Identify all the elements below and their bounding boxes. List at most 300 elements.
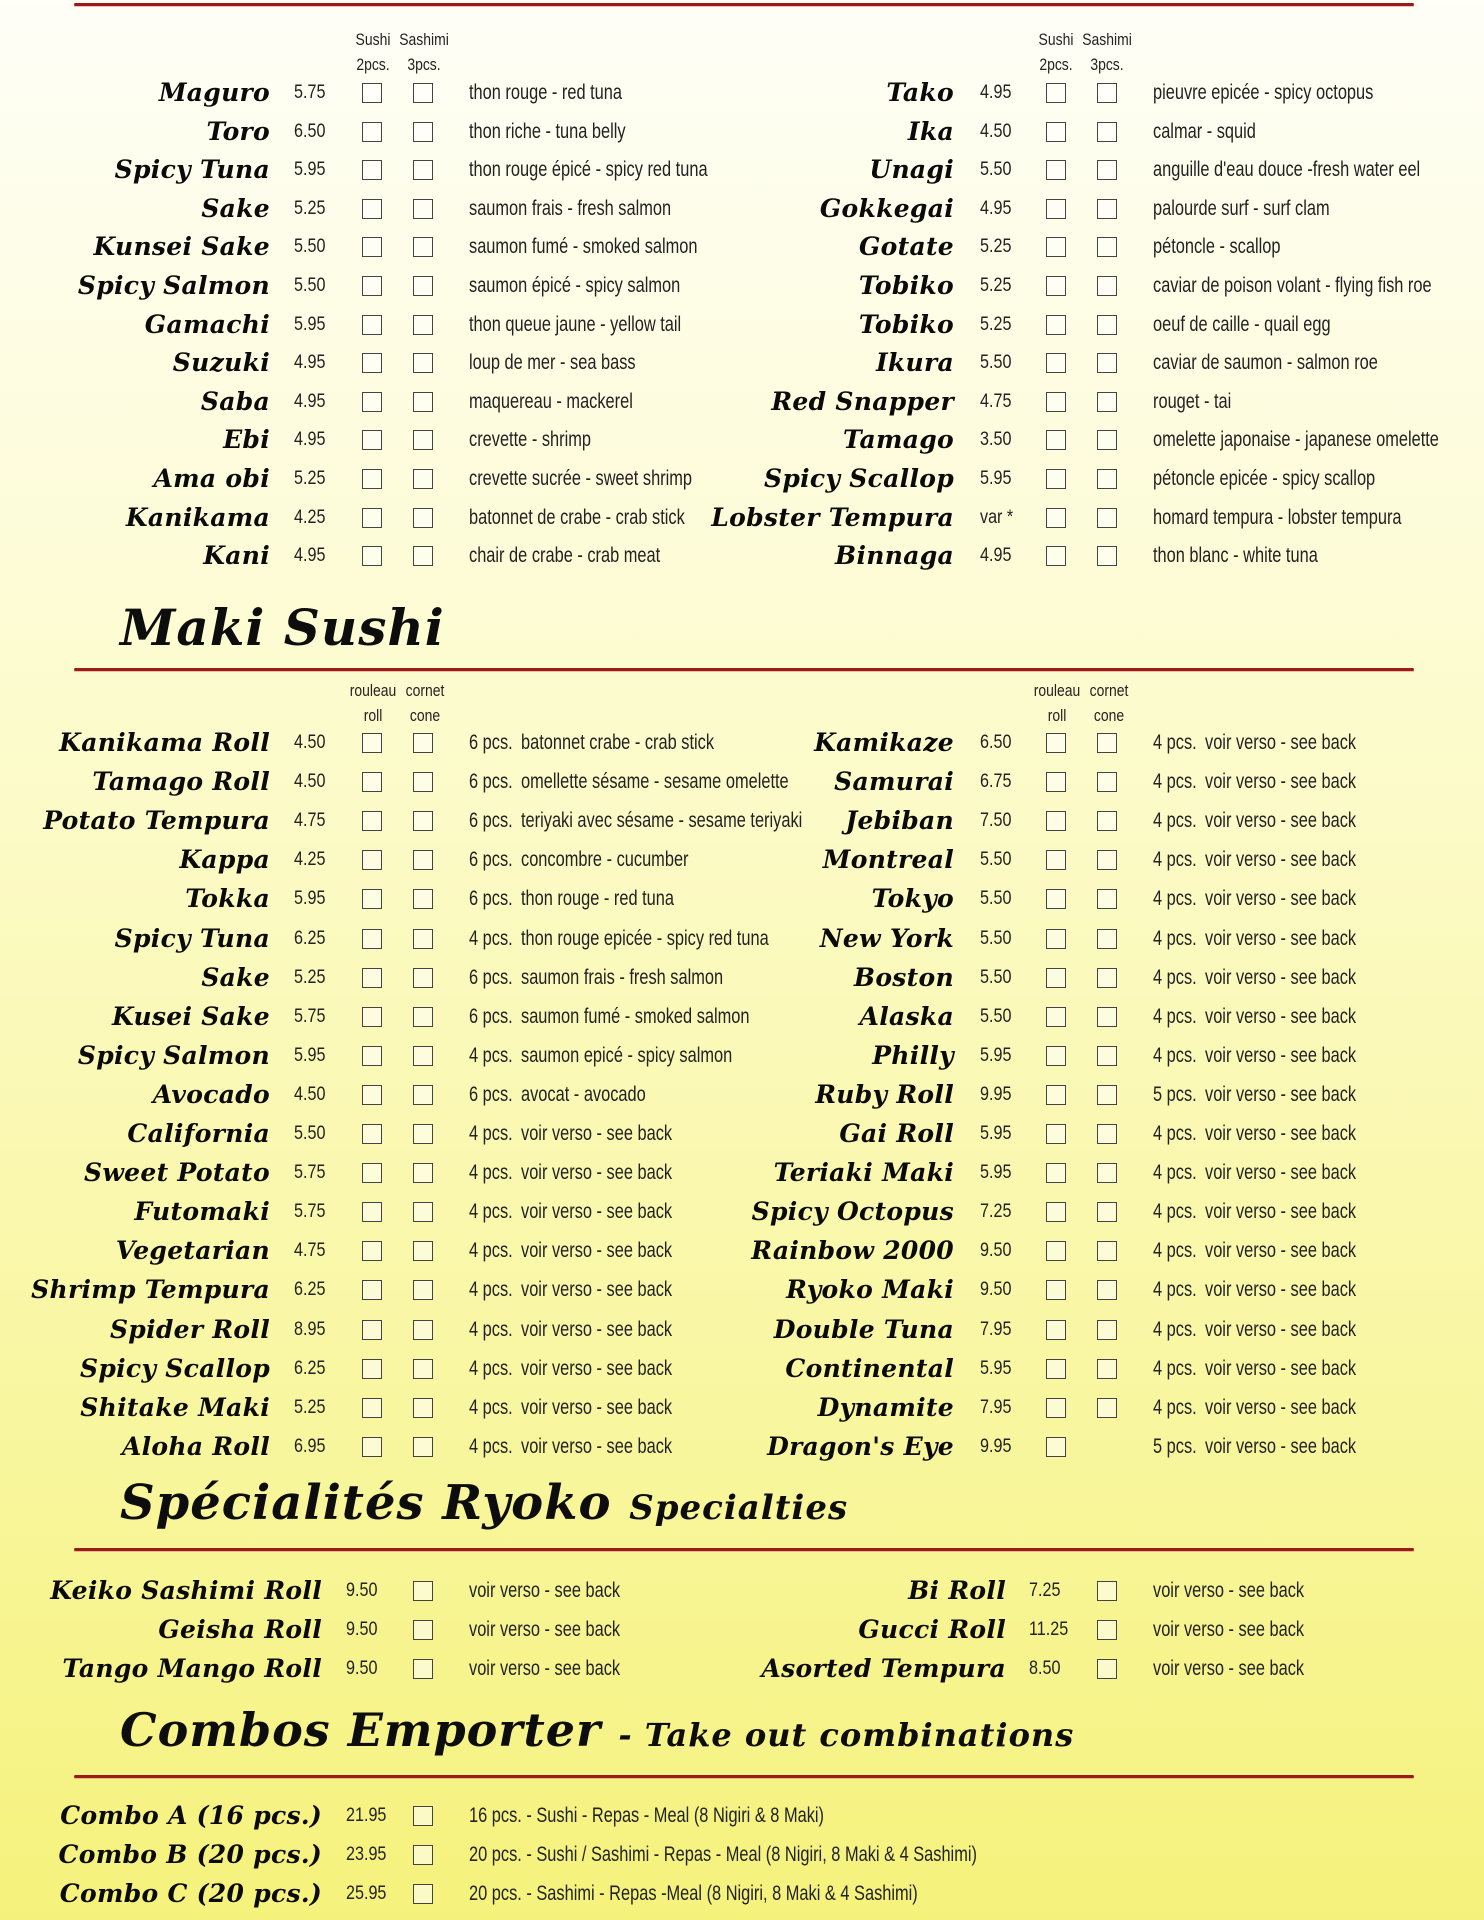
cone-checkbox[interactable]: [1097, 929, 1117, 949]
item-name: Gucci Roll: [858, 1614, 1006, 1644]
item-price: 4.95: [980, 545, 1012, 567]
item-price: 4.95: [294, 390, 326, 412]
cone-checkbox[interactable]: [413, 772, 433, 792]
item-name: Gokkegai: [819, 193, 954, 223]
specialty-checkbox[interactable]: [413, 1659, 433, 1679]
cone-checkbox[interactable]: [1097, 850, 1117, 870]
specialty-row: [684, 1650, 1484, 1688]
maki-row: [0, 1271, 800, 1309]
item-price: 4.25: [294, 849, 326, 871]
item-name: Spicy Salmon: [77, 1040, 270, 1070]
item-name: California: [127, 1119, 270, 1148]
item-pieces: 4 pcs.: [469, 1043, 513, 1067]
cone-checkbox[interactable]: [413, 1007, 433, 1027]
sashimi-checkbox[interactable]: [1097, 160, 1117, 180]
sashimi-checkbox[interactable]: [1097, 83, 1117, 103]
roll-checkbox[interactable]: [1046, 1202, 1066, 1222]
cone-checkbox[interactable]: [413, 733, 433, 753]
item-price: 7.95: [980, 1396, 1012, 1418]
sushi-checkbox[interactable]: [362, 160, 382, 180]
item-description: voir verso - see back: [1205, 1278, 1357, 1302]
item-price: 5.50: [294, 275, 326, 296]
cone-checkbox[interactable]: [413, 1046, 433, 1066]
cone-checkbox[interactable]: [413, 1437, 433, 1457]
item-price: 5.95: [980, 1123, 1012, 1144]
maki-row: [684, 1428, 1484, 1466]
item-name: Dragon's Eye: [767, 1431, 954, 1461]
item-description: crevette sucrée - sweet shrimp: [469, 467, 693, 490]
roll-checkbox[interactable]: [362, 968, 382, 988]
item-price: var *: [980, 506, 1014, 528]
roll-checkbox[interactable]: [1046, 889, 1066, 909]
sushi-checkbox[interactable]: [1046, 315, 1066, 335]
sushi-checkbox[interactable]: [1046, 392, 1066, 412]
item-pieces: 4 pcs.: [1153, 1122, 1197, 1145]
item-price: 5.75: [294, 82, 326, 103]
item-name: Binnaga: [835, 541, 954, 571]
roll-checkbox[interactable]: [1046, 1163, 1066, 1183]
specialties-title-fr: Spécialités Ryoko: [120, 1475, 612, 1531]
item-name: Tokyo: [871, 884, 954, 914]
nigiri-row: [684, 228, 1484, 266]
cone-checkbox[interactable]: [1097, 1085, 1117, 1105]
nigiri-row: [0, 344, 730, 382]
sashimi-checkbox[interactable]: [1097, 237, 1117, 257]
item-description: oeuf de caille - quail egg: [1153, 312, 1331, 336]
sushi-checkbox[interactable]: [362, 392, 382, 412]
item-pieces: 4 pcs.: [469, 1122, 513, 1145]
maki-row: [0, 920, 800, 958]
roll-checkbox[interactable]: [1046, 1007, 1066, 1027]
cone-checkbox[interactable]: [413, 1359, 433, 1379]
item-description: omelette japonaise - japanese omelette: [1153, 428, 1439, 452]
item-price: 25.95: [346, 1883, 387, 1904]
item-name: Spicy Tuna: [114, 923, 270, 953]
item-pieces: 6 pcs.: [469, 965, 513, 989]
sushi-checkbox[interactable]: [1046, 430, 1066, 450]
item-description: thon rouge épicé - spicy red tuna: [469, 158, 708, 182]
item-pieces: 5 pcs.: [1153, 1434, 1197, 1458]
roll-checkbox[interactable]: [1046, 1280, 1066, 1300]
combo-checkbox[interactable]: [413, 1884, 433, 1904]
cone-checkbox[interactable]: [413, 1320, 433, 1340]
sushi-checkbox[interactable]: [1046, 199, 1066, 219]
sushi-checkbox[interactable]: [362, 83, 382, 103]
cone-checkbox[interactable]: [413, 1124, 433, 1144]
roll-checkbox[interactable]: [362, 1124, 382, 1144]
sushi-checkbox[interactable]: [362, 276, 382, 296]
item-pieces: 4 pcs.: [1153, 1278, 1197, 1302]
item-price: 5.95: [294, 159, 326, 181]
sushi-checkbox[interactable]: [1046, 353, 1066, 373]
maki-row: [684, 1389, 1484, 1427]
sashimi-checkbox[interactable]: [413, 83, 433, 103]
item-name: Combo C (20 pcs.): [59, 1879, 322, 1908]
roll-checkbox[interactable]: [362, 889, 382, 909]
roll-checkbox[interactable]: [362, 1359, 382, 1379]
cone-checkbox[interactable]: [1097, 889, 1117, 909]
cone-checkbox[interactable]: [1097, 1124, 1117, 1144]
sashimi-label: Sashimi: [399, 30, 449, 49]
item-name: Kappa: [179, 845, 270, 875]
sushi-checkbox[interactable]: [1046, 160, 1066, 180]
roll-checkbox[interactable]: [1046, 929, 1066, 949]
item-price: 5.95: [980, 1044, 1012, 1066]
roll-checkbox[interactable]: [1046, 811, 1066, 831]
cone-checkbox[interactable]: [1097, 1163, 1117, 1183]
item-name: Unagi: [869, 155, 954, 185]
cone-checkbox[interactable]: [413, 889, 433, 909]
nigiri-row: [0, 383, 730, 421]
item-price: 4.95: [980, 82, 1012, 103]
cone-checkbox[interactable]: [1097, 733, 1117, 753]
roll-checkbox[interactable]: [1046, 1124, 1066, 1144]
cone-checkbox[interactable]: [413, 850, 433, 870]
item-pieces: 4 pcs.: [469, 1200, 513, 1224]
item-name: Saba: [200, 386, 270, 416]
item-price: 6.50: [980, 732, 1012, 753]
item-price: 5.25: [294, 468, 326, 489]
item-name: Spicy Salmon: [77, 271, 270, 300]
item-price: 4.95: [980, 197, 1012, 219]
roll-checkbox[interactable]: [1046, 968, 1066, 988]
cone-checkbox[interactable]: [1097, 1320, 1117, 1340]
combos-divider: [74, 1775, 1414, 1778]
cone-label-en: cone: [1093, 706, 1125, 725]
item-description: thon blanc - white tuna: [1153, 544, 1318, 568]
item-name: Spicy Octopus: [751, 1197, 954, 1227]
sashimi-checkbox[interactable]: [413, 160, 433, 180]
cone-checkbox[interactable]: [413, 811, 433, 831]
maki-row: [0, 724, 800, 762]
specialty-checkbox[interactable]: [1097, 1620, 1117, 1640]
top-divider: [74, 3, 1414, 6]
item-name: Geisha Roll: [158, 1614, 322, 1644]
roll-checkbox[interactable]: [362, 1437, 382, 1457]
item-description: voir verso - see back: [521, 1161, 673, 1185]
item-description: omellette sésame - sesame omelette: [521, 770, 789, 794]
item-description: voir verso - see back: [521, 1434, 673, 1458]
item-description: maquereau - mackerel: [469, 389, 633, 413]
nigiri-row: [684, 190, 1484, 228]
item-name: Shitake Maki: [80, 1392, 270, 1422]
roll-checkbox[interactable]: [362, 1280, 382, 1300]
item-price: 6.75: [980, 771, 1012, 793]
sushi-checkbox[interactable]: [362, 315, 382, 335]
item-price: 9.50: [346, 1580, 378, 1601]
item-name: Philly: [872, 1040, 954, 1070]
sashimi-checkbox[interactable]: [1097, 469, 1117, 489]
cone-checkbox[interactable]: [1097, 772, 1117, 792]
sashimi-checkbox[interactable]: [413, 122, 433, 142]
maki-row: [0, 959, 800, 997]
cone-checkbox[interactable]: [1097, 1359, 1117, 1379]
roll-checkbox[interactable]: [1046, 1085, 1066, 1105]
item-name: Tobiko: [858, 271, 954, 300]
roll-checkbox[interactable]: [362, 1202, 382, 1222]
item-name: Futomaki: [134, 1197, 270, 1227]
nigiri-row: [684, 151, 1484, 189]
roll-checkbox[interactable]: [1046, 772, 1066, 792]
item-pieces: 6 pcs.: [469, 1082, 513, 1106]
item-name: Gai Roll: [839, 1119, 954, 1148]
roll-checkbox[interactable]: [362, 1320, 382, 1340]
item-pieces: 4 pcs.: [1153, 1161, 1197, 1185]
specialty-row: [0, 1650, 800, 1688]
specialty-checkbox[interactable]: [413, 1581, 433, 1601]
item-price: 9.50: [346, 1618, 378, 1640]
item-description: loup de mer - sea bass: [469, 351, 636, 375]
sashimi-checkbox[interactable]: [1097, 315, 1117, 335]
cone-checkbox[interactable]: [413, 929, 433, 949]
roll-checkbox[interactable]: [1046, 1437, 1066, 1457]
specialty-checkbox[interactable]: [1097, 1659, 1117, 1679]
sashimi-checkbox[interactable]: [1097, 546, 1117, 566]
sushi-checkbox[interactable]: [362, 430, 382, 450]
maki-row: [684, 1154, 1484, 1192]
nigiri-row: [0, 74, 730, 112]
item-description: batonnet de crabe - crab stick: [469, 505, 685, 529]
item-pieces: 5 pcs.: [1153, 1082, 1197, 1106]
roll-checkbox[interactable]: [362, 1007, 382, 1027]
sashimi-qty: 3pcs.: [407, 55, 441, 74]
item-description: voir verso - see back: [1205, 1082, 1357, 1106]
maki-row: [684, 1076, 1484, 1114]
item-description: palourde surf - surf clam: [1153, 196, 1330, 220]
nigiri-header-sashimi-right: [1082, 27, 1133, 77]
item-price: 5.95: [980, 1357, 1012, 1379]
roll-checkbox[interactable]: [1046, 1398, 1066, 1418]
item-name: Spicy Scallop: [763, 464, 954, 493]
sushi-checkbox[interactable]: [1046, 237, 1066, 257]
item-pieces: 6 pcs.: [469, 887, 513, 911]
roll-checkbox[interactable]: [362, 811, 382, 831]
item-name: Alaska: [859, 1001, 954, 1031]
sushi-checkbox[interactable]: [362, 353, 382, 373]
sashimi-checkbox[interactable]: [1097, 508, 1117, 528]
sashimi-checkbox[interactable]: [413, 315, 433, 335]
cone-checkbox[interactable]: [1097, 1046, 1117, 1066]
roll-checkbox[interactable]: [1046, 1320, 1066, 1340]
sashimi-checkbox[interactable]: [1097, 122, 1117, 142]
cone-checkbox[interactable]: [1097, 1280, 1117, 1300]
roll-checkbox[interactable]: [362, 772, 382, 792]
sushi-checkbox[interactable]: [362, 508, 382, 528]
sushi-checkbox[interactable]: [1046, 469, 1066, 489]
cone-checkbox[interactable]: [413, 968, 433, 988]
maki-row: [684, 1271, 1484, 1309]
item-pieces: 4 pcs.: [1153, 731, 1197, 754]
roll-checkbox[interactable]: [1046, 733, 1066, 753]
cone-checkbox[interactable]: [1097, 1241, 1117, 1261]
item-name: Samurai: [834, 767, 954, 797]
item-name: Bi Roll: [908, 1576, 1006, 1605]
roll-checkbox[interactable]: [362, 929, 382, 949]
item-name: Shrimp Tempura: [31, 1275, 270, 1305]
sashimi-checkbox[interactable]: [1097, 276, 1117, 296]
item-description: saumon epicé - spicy salmon: [521, 1043, 733, 1067]
sushi-checkbox[interactable]: [1046, 122, 1066, 142]
item-pieces: 4 pcs.: [469, 1395, 513, 1419]
nigiri-row: [684, 383, 1484, 421]
specialties-title-en: Specialties: [629, 1488, 849, 1528]
roll-checkbox[interactable]: [362, 1046, 382, 1066]
maki-header-cone-left: [401, 678, 449, 728]
item-name: Vegetarian: [115, 1236, 270, 1266]
item-name: Continental: [785, 1353, 954, 1383]
specialty-row: [0, 1611, 800, 1649]
sushi-checkbox[interactable]: [362, 122, 382, 142]
sashimi-checkbox[interactable]: [413, 353, 433, 373]
sashimi-checkbox[interactable]: [413, 430, 433, 450]
roll-checkbox[interactable]: [362, 850, 382, 870]
sashimi-checkbox[interactable]: [1097, 392, 1117, 412]
item-description: chair de crabe - crab meat: [469, 544, 661, 568]
item-pieces: 4 pcs.: [1153, 965, 1197, 989]
roll-label-en: roll: [363, 706, 383, 725]
item-price: 5.75: [294, 1005, 326, 1027]
nigiri-row: [0, 537, 730, 575]
roll-checkbox[interactable]: [1046, 1241, 1066, 1261]
roll-checkbox[interactable]: [362, 733, 382, 753]
item-description: saumon fumé - smoked salmon: [521, 1004, 750, 1028]
maki-row: [684, 920, 1484, 958]
item-pieces: 4 pcs.: [1153, 848, 1197, 872]
item-description: voir verso - see back: [1153, 1656, 1305, 1680]
item-description: caviar de poison volant - flying fish roe: [1153, 274, 1432, 297]
cone-checkbox[interactable]: [413, 1398, 433, 1418]
item-description: voir verso - see back: [1205, 1434, 1357, 1458]
sushi-label: Sushi: [355, 30, 391, 49]
sashimi-checkbox[interactable]: [413, 546, 433, 566]
item-description: voir verso - see back: [1205, 809, 1357, 833]
cone-checkbox[interactable]: [1097, 968, 1117, 988]
item-price: 8.95: [294, 1318, 326, 1340]
roll-checkbox[interactable]: [1046, 1046, 1066, 1066]
sashimi-checkbox[interactable]: [413, 392, 433, 412]
item-name: Aloha Roll: [121, 1431, 270, 1461]
roll-checkbox[interactable]: [1046, 1359, 1066, 1379]
item-name: Kani: [203, 541, 270, 571]
item-pieces: 4 pcs.: [1153, 1239, 1197, 1263]
item-pieces: 4 pcs.: [469, 926, 513, 950]
item-description: 16 pcs. - Sushi - Repas - Meal (8 Nigiri & 8 Maki): [469, 1804, 825, 1827]
cone-checkbox[interactable]: [413, 1085, 433, 1105]
roll-checkbox[interactable]: [362, 1163, 382, 1183]
sushi-checkbox[interactable]: [1046, 276, 1066, 296]
sashimi-checkbox[interactable]: [1097, 430, 1117, 450]
item-description: voir verso - see back: [521, 1239, 673, 1263]
sushi-label: Sushi: [1038, 30, 1074, 49]
cone-checkbox[interactable]: [1097, 811, 1117, 831]
item-price: 5.50: [980, 888, 1012, 910]
item-name: Montreal: [822, 845, 954, 875]
item-pieces: 6 pcs.: [469, 809, 513, 833]
combo-checkbox[interactable]: [413, 1806, 433, 1826]
combo-checkbox[interactable]: [413, 1845, 433, 1865]
specialty-checkbox[interactable]: [1097, 1581, 1117, 1601]
item-price: 6.25: [294, 1357, 326, 1379]
sushi-checkbox[interactable]: [1046, 546, 1066, 566]
item-name: Spicy Tuna: [114, 155, 270, 185]
item-description: voir verso - see back: [521, 1278, 673, 1302]
nigiri-row: [684, 421, 1484, 459]
item-name: Ryoko Maki: [786, 1275, 954, 1305]
item-price: 7.25: [1029, 1580, 1061, 1601]
sushi-checkbox[interactable]: [362, 469, 382, 489]
item-price: 5.25: [980, 236, 1012, 258]
cone-label-fr: cornet: [405, 681, 445, 700]
item-pieces: 4 pcs.: [469, 1161, 513, 1185]
cone-checkbox[interactable]: [1097, 1202, 1117, 1222]
maki-row: [0, 1311, 800, 1349]
specialty-checkbox[interactable]: [413, 1620, 433, 1640]
sashimi-checkbox[interactable]: [413, 276, 433, 296]
roll-checkbox[interactable]: [362, 1241, 382, 1261]
maki-row: [0, 802, 803, 840]
item-price: 7.95: [980, 1318, 1012, 1340]
nigiri-row: [684, 344, 1484, 382]
sushi-checkbox[interactable]: [1046, 508, 1066, 528]
nigiri-row: [0, 421, 730, 459]
item-description: voir verso - see back: [521, 1356, 673, 1380]
cone-checkbox[interactable]: [1097, 1007, 1117, 1027]
item-price: 9.50: [346, 1657, 378, 1679]
sushi-checkbox[interactable]: [362, 546, 382, 566]
cone-checkbox[interactable]: [413, 1202, 433, 1222]
item-name: Sake: [201, 193, 270, 223]
item-name: New York: [819, 923, 954, 953]
cone-checkbox[interactable]: [1097, 1398, 1117, 1418]
roll-checkbox[interactable]: [362, 1398, 382, 1418]
maki-divider: [74, 668, 1414, 671]
item-description: 20 pcs. - Sashimi - Repas -Meal (8 Nigiri, 8 Maki & 4 Sashimi): [469, 1882, 918, 1905]
sashimi-checkbox[interactable]: [413, 199, 433, 219]
item-description: pétoncle epicée - spicy scallop: [1153, 467, 1376, 490]
sushi-checkbox[interactable]: [362, 199, 382, 219]
item-description: voir verso - see back: [1205, 1122, 1357, 1145]
sashimi-checkbox[interactable]: [413, 237, 433, 257]
cone-checkbox[interactable]: [413, 1163, 433, 1183]
item-name: Spicy Scallop: [79, 1353, 270, 1383]
roll-checkbox[interactable]: [362, 1085, 382, 1105]
item-name: Gotate: [858, 232, 954, 262]
nigiri-row: [0, 499, 730, 537]
sashimi-checkbox[interactable]: [413, 508, 433, 528]
nigiri-row: [0, 228, 730, 266]
item-description: voir verso - see back: [521, 1317, 673, 1341]
sushi-checkbox[interactable]: [1046, 83, 1066, 103]
sushi-qty: 2pcs.: [356, 55, 390, 74]
item-name: Ruby Roll: [815, 1079, 954, 1109]
item-name: Combo A (16 pcs.): [60, 1801, 322, 1830]
roll-checkbox[interactable]: [1046, 850, 1066, 870]
cone-checkbox[interactable]: [413, 1280, 433, 1300]
sashimi-checkbox[interactable]: [1097, 353, 1117, 373]
item-pieces: 4 pcs.: [469, 1278, 513, 1302]
item-price: 9.50: [980, 1279, 1012, 1301]
sashimi-checkbox[interactable]: [1097, 199, 1117, 219]
cone-checkbox[interactable]: [413, 1241, 433, 1261]
sushi-checkbox[interactable]: [362, 237, 382, 257]
item-price: 5.95: [980, 1162, 1012, 1184]
maki-row: [684, 1115, 1484, 1153]
item-description: voir verso - see back: [1205, 1161, 1357, 1185]
item-description: voir verso - see back: [1205, 1043, 1357, 1067]
sashimi-checkbox[interactable]: [413, 469, 433, 489]
item-name: Kanikama Roll: [59, 728, 270, 757]
item-price: 4.95: [294, 352, 326, 374]
